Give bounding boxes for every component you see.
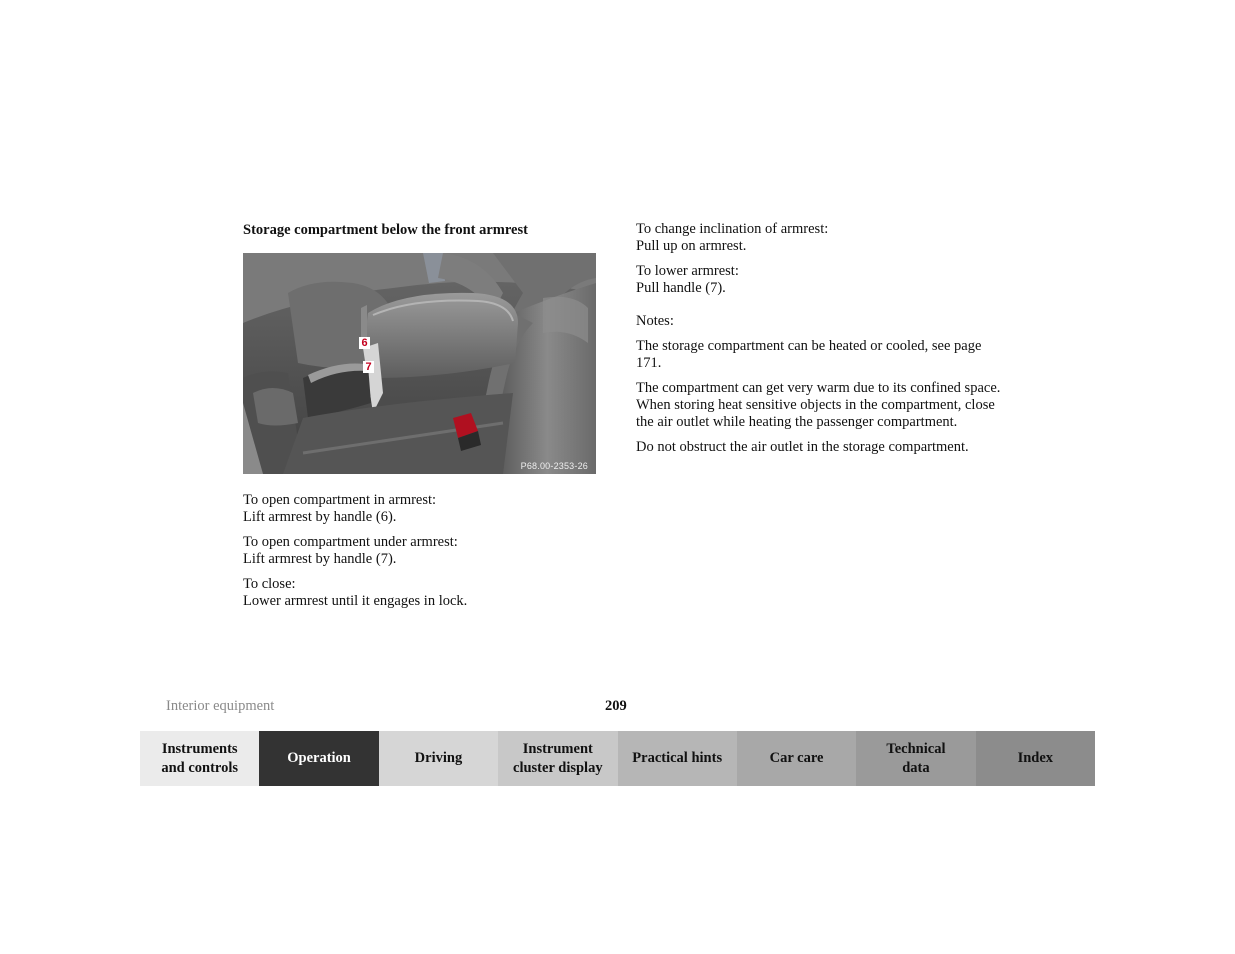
nav-tab-instrument-cluster-display[interactable]: Instrument cluster display bbox=[498, 731, 617, 786]
right-column bbox=[636, 221, 1006, 464]
right-paragraph: To change inclination of armrest: Pull up on armrest. bbox=[636, 221, 829, 254]
right-paragraph: The compartment can get very warm due to its confined space. When storing heat sensitive objects in the compartment, close the air outlet while heating the passenger compartment. bbox=[636, 380, 1001, 430]
right-paragraph: To lower armrest: Pull handle (7). bbox=[636, 263, 739, 296]
footer-section-title: Interior equipment bbox=[166, 698, 275, 714]
armrest-illustration-graphic bbox=[243, 253, 596, 474]
callout-7: 7 bbox=[363, 361, 374, 373]
nav-tab-technical-data[interactable]: Technical data bbox=[856, 731, 975, 786]
right-paragraph: Notes: bbox=[636, 313, 674, 329]
left-paragraph: To open compartment in armrest: Lift armrest by handle (6). bbox=[243, 492, 437, 525]
nav-tab-index[interactable]: Index bbox=[976, 731, 1095, 786]
section-heading: Storage compartment below the front armrest bbox=[243, 222, 528, 238]
nav-tab-driving[interactable]: Driving bbox=[379, 731, 498, 786]
left-column bbox=[243, 221, 603, 618]
nav-tab-practical-hints[interactable]: Practical hints bbox=[618, 731, 737, 786]
left-paragraph: To close: Lower armrest until it engages in lock. bbox=[243, 576, 468, 609]
nav-tab-car-care[interactable]: Car care bbox=[737, 731, 856, 786]
left-instructions bbox=[243, 492, 603, 610]
page-number: 209 bbox=[605, 698, 627, 714]
right-paragraph: Do not obstruct the air outlet in the storage compartment. bbox=[636, 439, 969, 455]
nav-tab-operation[interactable]: Operation bbox=[259, 731, 378, 786]
right-instructions bbox=[636, 221, 1006, 456]
callout-6: 6 bbox=[359, 337, 370, 349]
figure-code: P68.00-2353-26 bbox=[520, 461, 588, 471]
nav-tab-instruments-and-controls[interactable]: Instruments and controls bbox=[140, 731, 259, 786]
armrest-illustration bbox=[243, 253, 596, 474]
right-paragraph: The storage compartment can be heated or cooled, see page 171. bbox=[636, 338, 982, 371]
left-paragraph: To open compartment under armrest: Lift armrest by handle (7). bbox=[243, 534, 458, 567]
chapter-navigation bbox=[140, 731, 1095, 786]
